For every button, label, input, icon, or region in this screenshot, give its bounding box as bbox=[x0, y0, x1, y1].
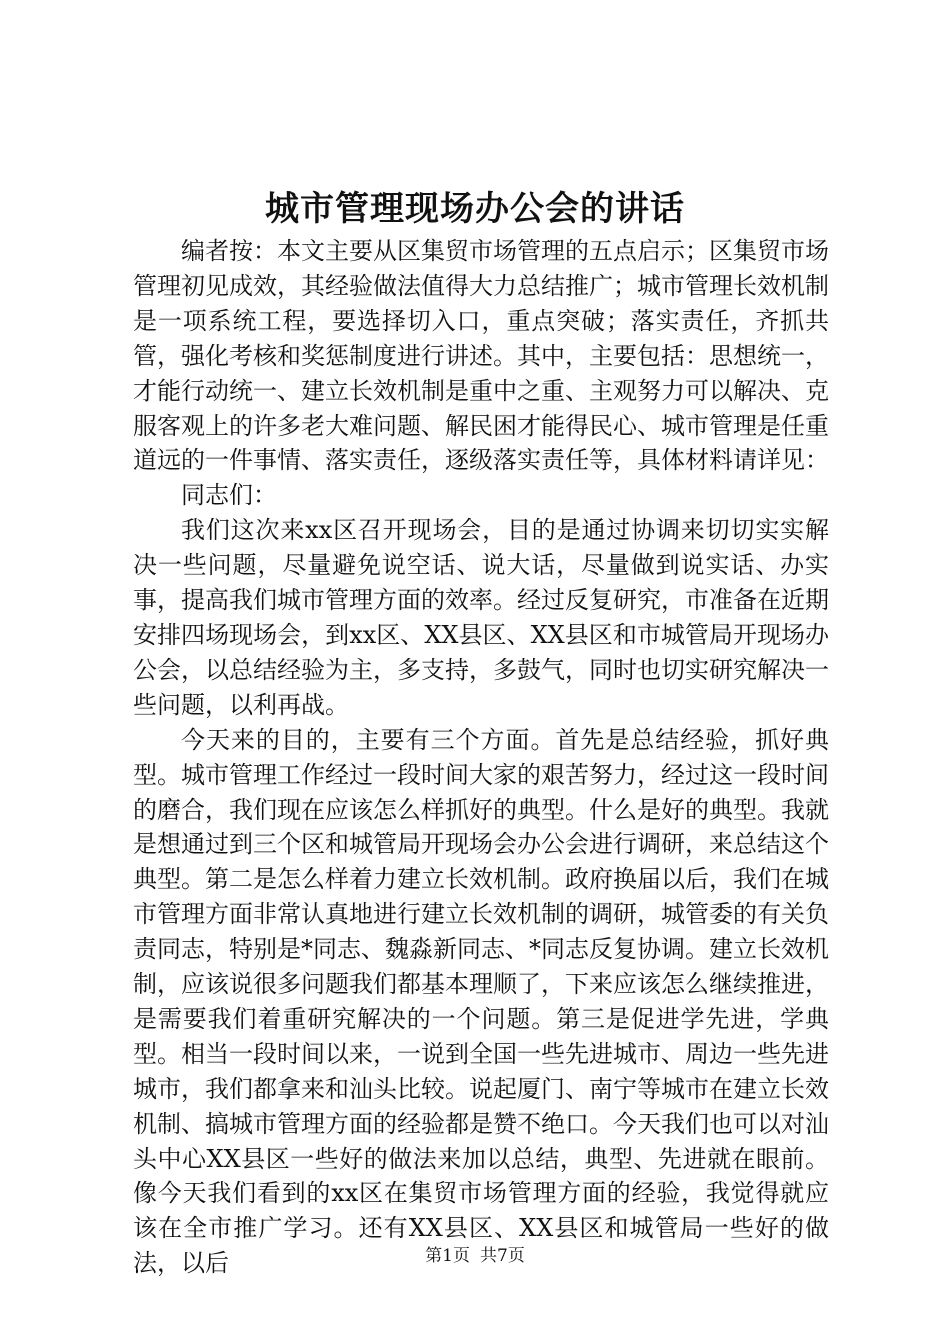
body-paragraph: 我们这次来xx区召开现场会，目的是通过协调来切切实实解决一些问题，尽量避免说空话、说大话，尽量做到说实话、办实事，提高我们城市管理方面的效率。经过反复研究，市准备在近期安排四场现场会，到xx区、XX县区、XX县区和市城管局开现场办公会，以总结经验为主，多支持，多鼓气，同时也切实研究解决一些问题，以利再战。 bbox=[133, 516, 829, 719]
body-paragraph: 今天来的目的，主要有三个方面。首先是总结经验，抓好典型。城市管理工作经过一段时间大家的艰苦努力，经过这一段时间的磨合，我们现在应该怎么样抓好的典型。什么是好的典型。我就是想通过到三个区和城管局开现场会办公会进行调研，来总结这个典型。第二是怎么样着力建立长效机制。政府换届以后，我们在城市管理方面非常认真地进行建立长效机制的调研，城管委的有关负责同志，特别是*同志、魏淼新同志、*同志反复协调。建立长效机制，应该说很多问题我们都基本理顺了，下来应该怎么继续推进，是需要我们着重研究解决的一个问题。第三是促进学先进，学典型。相当一段时间以来，一说到全国一些先进城市、周边一些先进城市，我们都拿来和汕头比较。说起厦门、南宁等城市在建立长效机制、搞城市管理方面的经验都是赞不绝口。今天我们也可以对汕头中心XX县区一些好的做法来加以总结，典型、先进就在眼前。像今天我们看到的xx区在集贸市场管理方面的经验，我觉得就应该在全市推广学习。还有XX县区、XX县区和城管局一些好的做法，以后 bbox=[133, 725, 829, 1278]
page-number: 第1页 bbox=[425, 1246, 470, 1266]
document-title: 城市管理现场办公会的讲话 bbox=[265, 189, 685, 229]
page-total: 共7页 bbox=[480, 1246, 525, 1266]
salutation-paragraph: 同志们： bbox=[181, 481, 277, 510]
document-body bbox=[133, 234, 829, 1281]
page-footer bbox=[0, 1244, 950, 1268]
editor-note-paragraph: 编者按：本文主要从区集贸市场管理的五点启示；区集贸市场管理初见成效，其经验做法值得大力总结推广；城市管理长效机制是一项系统工程，要选择切入口，重点突破；落实责任，齐抓共管，强化考核和奖惩制度进行讲述。其中，主要包括：思想统一，才能行动统一、建立长效机制是重中之重、主观努力可以解决、克服客观上的许多老大难问题、解民困才能得民心、城市管理是任重道远的一件事情、落实责任，逐级落实责任等，具体材料请详见： bbox=[133, 237, 829, 475]
